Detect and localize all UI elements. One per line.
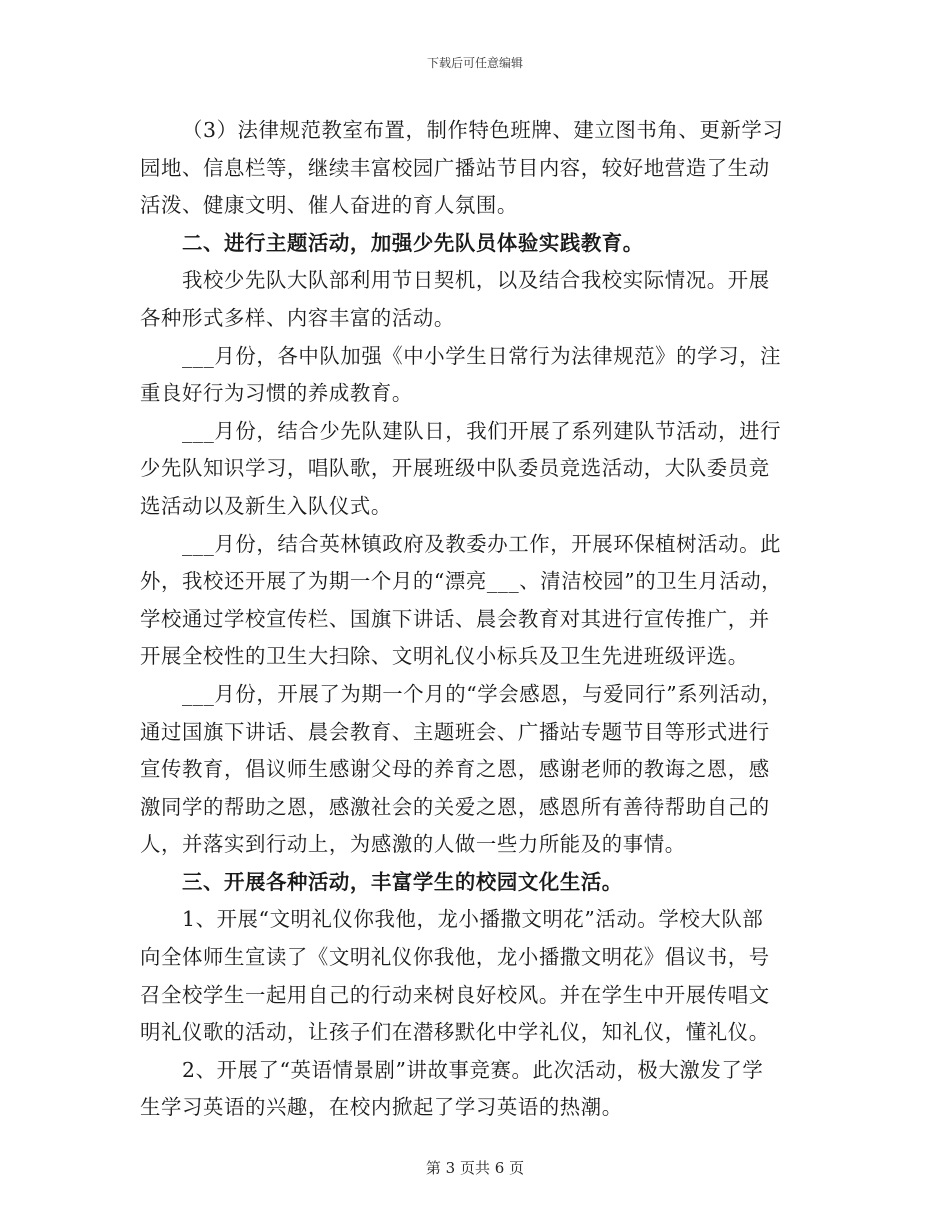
paragraph-line: 人，并落实到行动上，为感激的人做一些力所能及的事情。: [140, 832, 686, 857]
page-number: 第 3 页共 6 页: [425, 1159, 525, 1177]
paragraph-line: 向全体师生宣读了《文明礼仪你我他，龙小播撒文明花》倡议书，号: [140, 945, 770, 970]
paragraph-line: ___月份，结合少先队建队日，我们开展了系列建队节活动，进行: [182, 418, 782, 443]
paragraph-line: 活泼、健康文明、催人奋进的育人氛围。: [140, 193, 518, 218]
paragraph-line: 重良好行为习惯的养成教育。: [140, 381, 413, 406]
paragraph-line: 各种形式多样、内容丰富的活动。: [140, 305, 455, 330]
paragraph-line: 2、开展了“英语情景剧”讲故事竞赛。此次活动，极大激发了学: [182, 1057, 764, 1082]
paragraph-line: ___月份，开展了为期一个月的“学会感恩，与爱同行”系列活动，: [182, 681, 783, 706]
paragraph-line: 生学习英语的兴趣，在校内掀起了学习英语的热潮。: [140, 1095, 623, 1120]
paragraph-line: 明礼仪歌的活动，让孩子们在潜移默化中学礼仪，知礼仪，懂礼仪。: [140, 1020, 770, 1045]
paragraph-line: 少先队知识学习，唱队歌，开展班级中队委员竞选活动，大队委员竞: [140, 456, 770, 481]
paragraph-line: 召全校学生一起用自己的行动来树良好校风。并在学生中开展传唱文: [140, 982, 770, 1007]
paragraph-line: （3）法律规范教室布置，制作特色班牌、建立图书角、更新学习: [182, 118, 784, 142]
paragraph-line: 通过国旗下讲话、晨会教育、主题班会、广播站专题节目等形式进行: [140, 719, 770, 744]
document-body: [140, 112, 820, 1127]
paragraph-line: ___月份，各中队加强《中小学生日常行为法律规范》的学习，注: [182, 343, 782, 368]
section-heading: 二、进行主题活动，加强少先队员体验实践教育。: [182, 230, 644, 255]
header-note: 下载后可任意编辑: [426, 56, 523, 70]
paragraph-line: 选活动以及新生入队仪式。: [140, 493, 392, 518]
paragraph-line: 学校通过学校宣传栏、国旗下讲话、晨会教育对其进行宣传推广，并: [140, 606, 770, 631]
paragraph-line: ___月份，结合英林镇政府及教委办工作，开展环保植树活动。此: [182, 531, 782, 556]
paragraph-line: 开展全校性的卫生大扫除、文明礼仪小标兵及卫生先进班级评选。: [140, 644, 749, 669]
section-heading: 三、开展各种活动，丰富学生的校园文化生活。: [182, 869, 623, 894]
paragraph-line: 激同学的帮助之恩，感激社会的关爱之恩，感恩所有善待帮助自己的: [140, 794, 770, 819]
paragraph-line: 我校少先队大队部利用节日契机，以及结合我校实际情况。开展: [182, 268, 770, 293]
paragraph-line: 园地、信息栏等，继续丰富校园广播站节目内容，较好地营造了生动: [140, 155, 770, 180]
paragraph-line: 1、开展“文明礼仪你我他，龙小播撒文明花”活动。学校大队部: [182, 907, 764, 932]
paragraph-line: 外，我校还开展了为期一个月的“漂亮___、清洁校园”的卫生月活动，: [140, 569, 783, 594]
paragraph-line: 宣传教育，倡议师生感谢父母的养育之恩，感谢老师的教诲之恩，感: [140, 757, 770, 782]
